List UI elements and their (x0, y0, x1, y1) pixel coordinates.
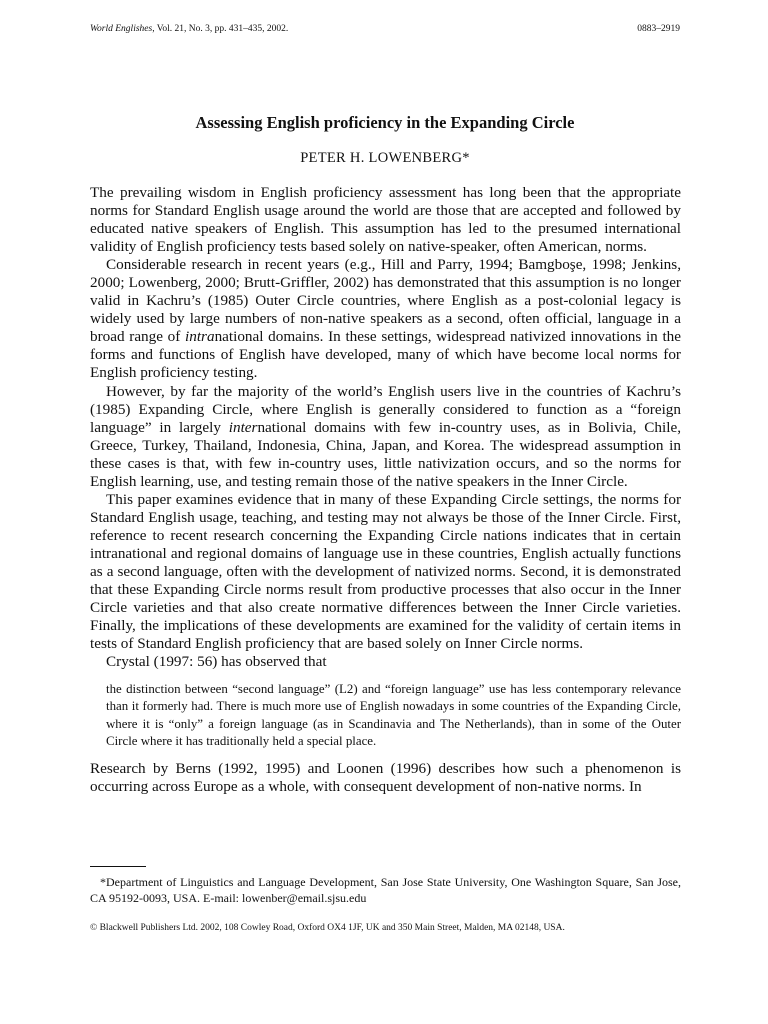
footnote-marker: * (100, 875, 106, 889)
article-body (90, 184, 681, 796)
author-footnote (90, 874, 681, 906)
paragraph-2 (90, 256, 681, 382)
emphasis-inter: inter (228, 418, 258, 436)
paragraph-3-part-a: However, by far the majority of the world’s English users live in the countries of Kachru’s (1985) Expanding Circle, where English is generally considered to function as a “foreign language” in largely (90, 382, 681, 436)
paragraph-5: Crystal (1997: 56) has observed that (106, 653, 327, 671)
journal-name: World Englishes (90, 24, 153, 34)
article-author: PETER H. LOWENBERG* (300, 150, 470, 166)
issn: 0883–2919 (637, 24, 680, 34)
article-title: Assessing English proficiency in the Expanding Circle (195, 113, 575, 132)
paragraph-6: Research by Berns (1992, 1995) and Loonen (1996) describes how such a phenomenon is occurring across Europe as a whole, with consequent development of non-native norms. In (90, 760, 681, 796)
copyright-line: © Blackwell Publishers Ltd. 2002, 108 Cowley Road, Oxford OX4 1JF, UK and 350 Main Street, Malden, MA 02148, USA. (90, 923, 565, 933)
paragraph-1: The prevailing wisdom in English proficiency assessment has long been that the appropriate norms for Standard English usage around the world are those that are accepted and followed by educated native speakers of English. This assumption has led to the presumed international validity of English proficiency tests based solely on native-speaker, often American, norms. (90, 184, 681, 256)
paragraph-4: This paper examines evidence that in many of these Expanding Circle settings, the norms for Standard English usage, teaching, and testing may not always be those of the Inner Circle. First, reference to recent research concerning the Expanding Circle nations indicates that in certain intranational and regional domains of language use in these countries, English actually functions as a second language, often with the development of nativized norms. Second, it is demonstrated that these Expanding Circle norms result from productive processes that also occur in the Inner Circle varieties and that also create normative differences between the Inner Circle varieties. Finally, the implications of these developments are examined for the validity of certain items in tests of Standard English proficiency that are based solely on Inner Circle norms. (90, 490, 681, 653)
paragraph-2-part-b: national domains. In these settings, widespread nativized innovations in the forms and functions of English have developed, many of which have become local norms for English proficiency testing. (90, 328, 681, 382)
footnote-text: Department of Linguistics and Language Development, San Jose State University, One Washington Square, San Jose, CA 95192-0093, USA. E-mail: lowenber@email.sjsu.edu (90, 875, 681, 905)
emphasis-intra: intra (185, 328, 215, 346)
block-quote: the distinction between “second language” (L2) and “foreign language” use has less contemporary relevance than it formerly had. There is much more use of English nowadays in some countries of the Expanding Circle, where it is “only” a foreign language (as in Scandinavia and The Netherlands), than in some of the Outer Circle where it has traditionally held a special place. (106, 682, 681, 748)
paragraph-3-part-b: national domains with few in-country uses, as in Bolivia, Chile, Greece, Turkey, Thailand, Indonesia, China, Japan, and Korea. The widespread assumption in these cases is that, with few in-country uses, little nativization occurs, and so the norms for English learning, use, and testing remain those of the native speakers in the Inner Circle. (90, 418, 681, 490)
paragraph-2-part-a: Considerable research in recent years (e.g., Hill and Parry, 1994; Bamgboşe, 1998; Jenkins, 2000; Lowenberg, 2000; Brutt-Griffler, 2002) has demonstrated that this assumption is no longer valid in Kachru’s (1985) Outer Circle countries, where English as a post-colonial legacy is widely used by large numbers of non-native speakers as a second, often official, language in a broad range of (90, 256, 681, 346)
paragraph-3 (90, 383, 681, 491)
footnote-rule (90, 866, 146, 867)
volume-info: , Vol. 21, No. 3, pp. 431–435, 2002. (152, 24, 289, 34)
running-head (90, 22, 680, 36)
journal-citation (90, 22, 288, 36)
